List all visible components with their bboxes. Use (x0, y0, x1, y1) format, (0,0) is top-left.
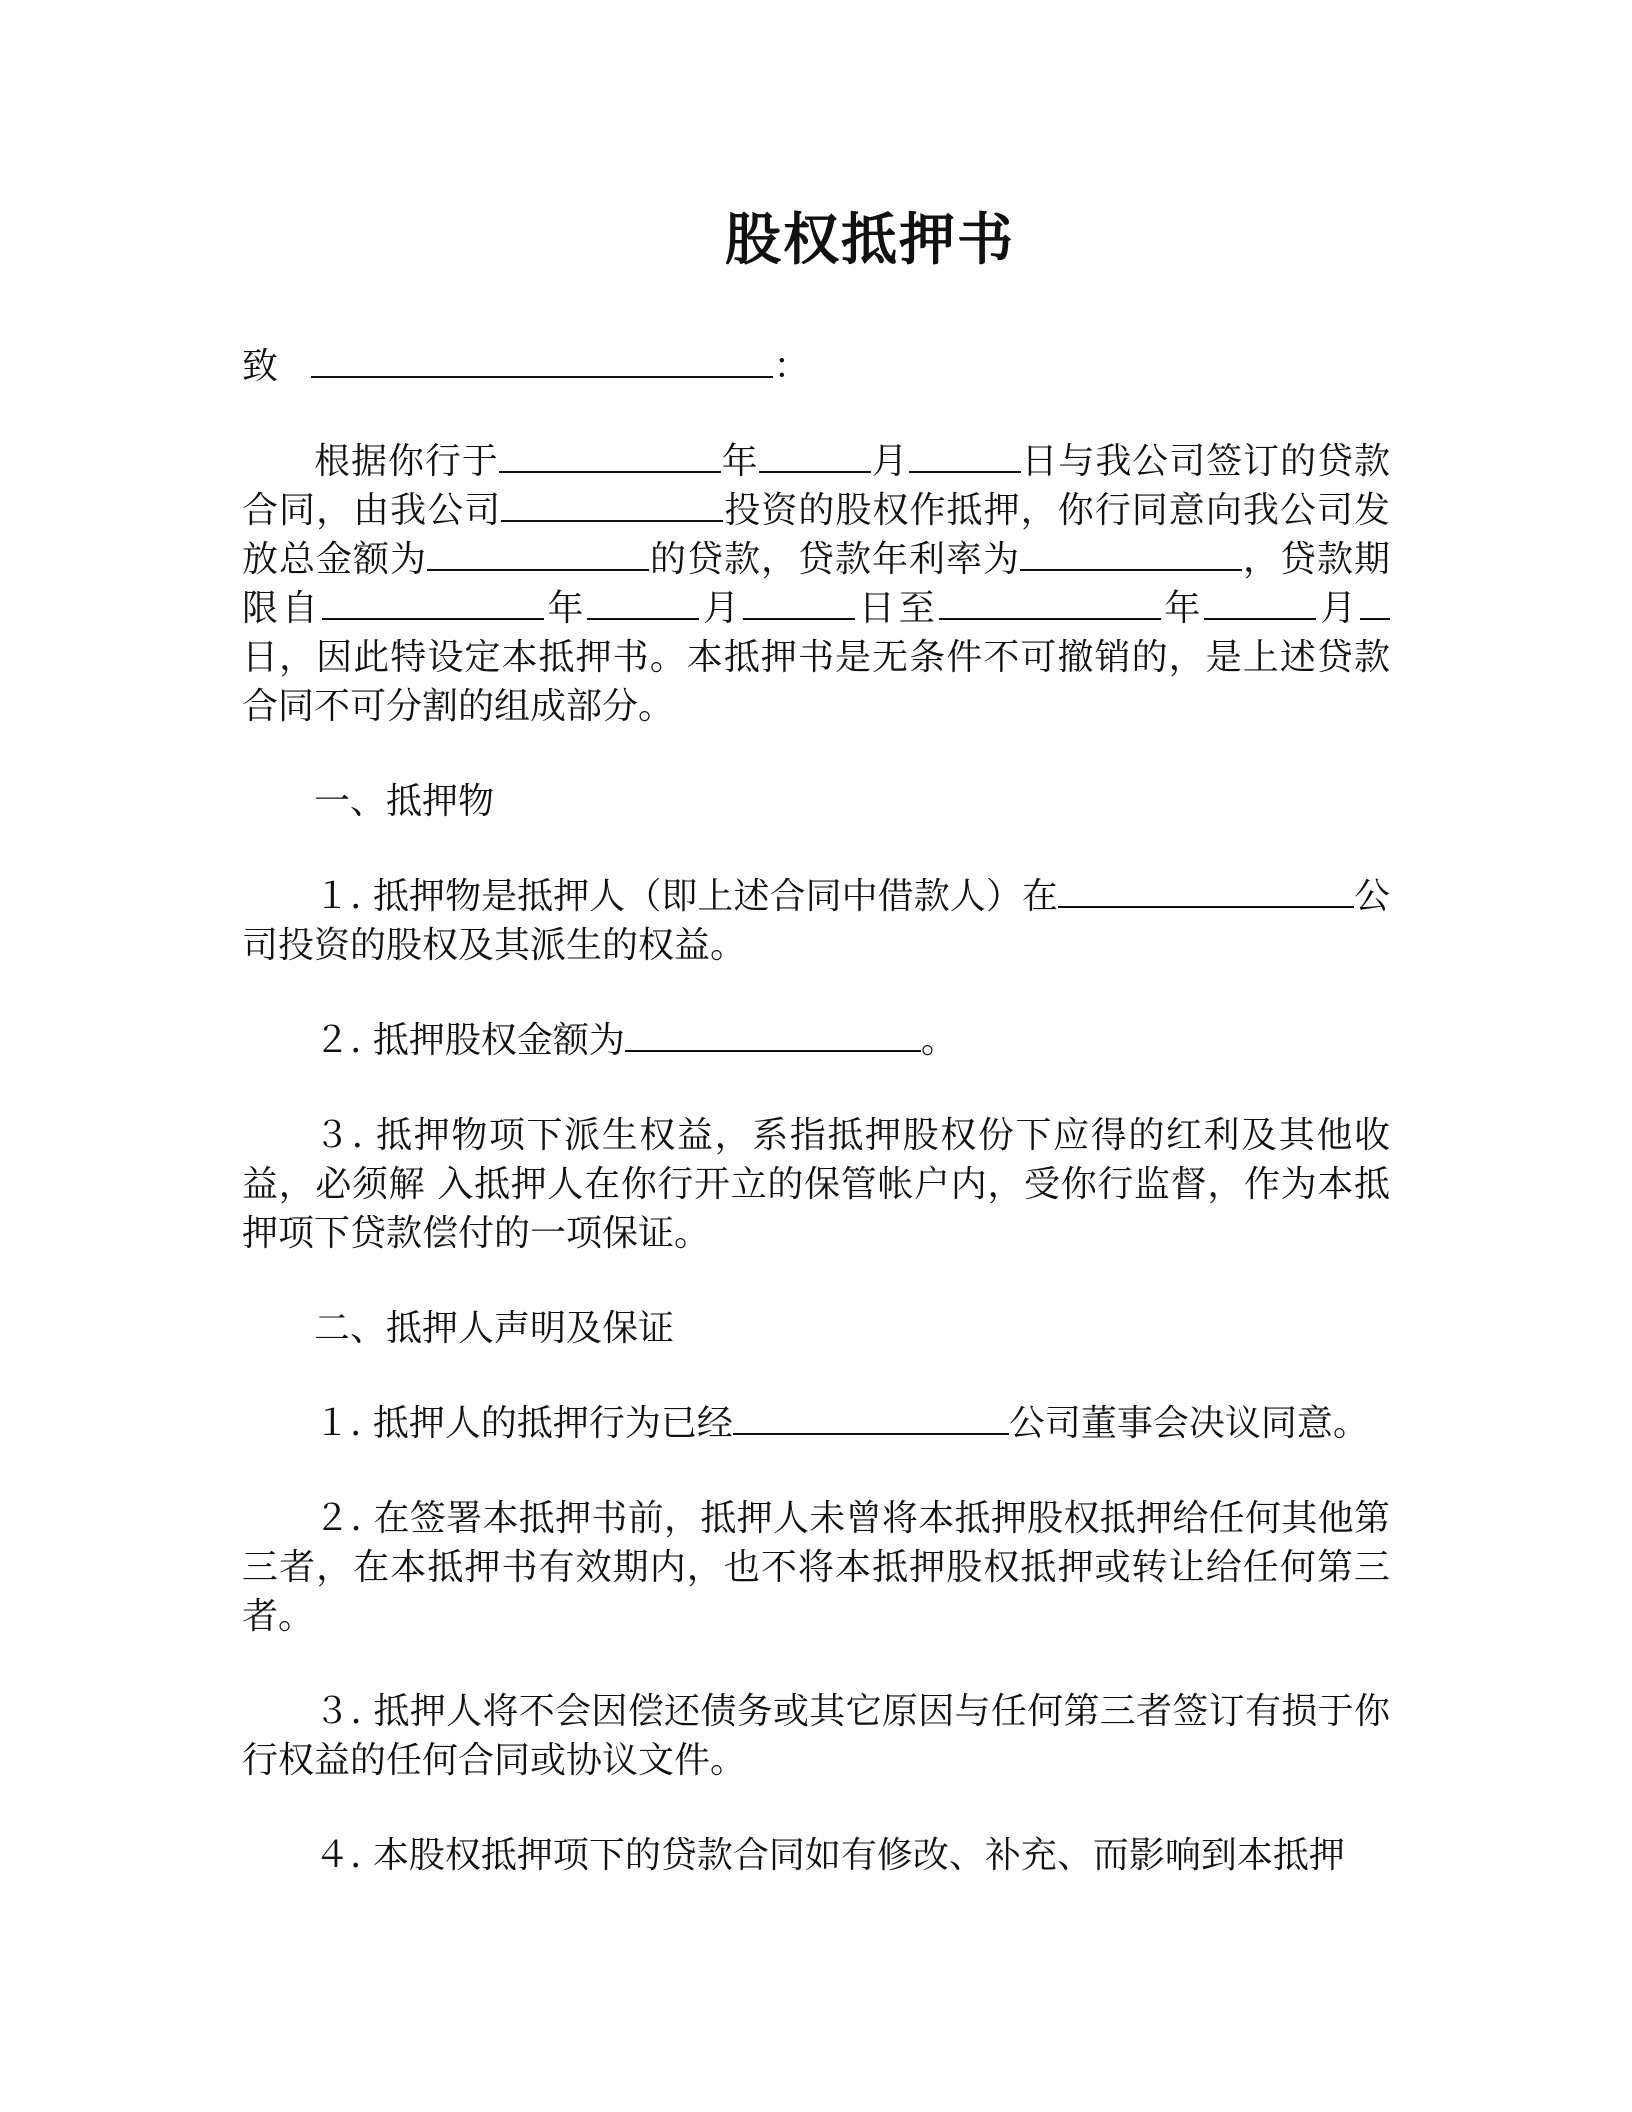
signing-month-blank (759, 437, 871, 473)
signing-day-blank (909, 437, 1021, 473)
salutation-suffix: ： (773, 346, 810, 387)
section-1-item-2 (242, 1016, 1390, 1065)
section-2-item-1 (242, 1399, 1390, 1448)
end-year-blank (939, 584, 1161, 620)
start-year-blank (322, 584, 544, 620)
recipient-blank (311, 342, 773, 378)
start-day-blank (743, 584, 855, 620)
section-1-heading: 一、抵押物 (314, 781, 495, 822)
item-text: 公司董事会决议同意。 (1008, 1403, 1369, 1444)
start-month-blank (587, 584, 699, 620)
item-text: 公司投资的股权及其派生的权益。 (242, 876, 1390, 966)
board-company-blank (733, 1399, 1009, 1435)
intro-text: 日，因此特设定本抵押书。本抵押书是无条件不可撤销的，是上述贷款合同不可分割的组成部分。 (242, 637, 1390, 727)
intro-text: 月 (1316, 588, 1360, 629)
interest-rate-blank (1020, 535, 1242, 571)
section-2-item-4: ４. 本股权抵押项下的贷款合同如有修改、补充、而影响到本抵押 (314, 1835, 1345, 1876)
end-month-blank (1204, 584, 1316, 620)
salutation-line (242, 342, 1390, 391)
end-day-blank (1360, 584, 1390, 620)
item-text: １. 抵押物是抵押人（即上述合同中借款人）在 (314, 876, 1058, 917)
invested-company-blank (1058, 872, 1354, 908)
document-body (242, 342, 1390, 1926)
salutation-prefix: 致 (242, 346, 279, 387)
item-text: ２. 抵押股权金额为 (314, 1020, 625, 1061)
section-2-item-2: ２. 在签署本抵押书前，抵押人未曾将本抵押股权抵押给任何其他第三者，在本抵押书有效期内，也不将本抵押股权抵押或转让给任何第三者。 (242, 1498, 1390, 1637)
intro-text: ，贷款期限自 (242, 539, 1390, 629)
intro-text: 年 (1160, 588, 1205, 629)
pledged-amount-blank (625, 1016, 921, 1052)
intro-text: 月 (870, 441, 909, 482)
section-1-item-3: ３. 抵押物项下派生权益，系指抵押股权份下应得的红利及其他收益，必须解 入抵押人在你行开立的保管帐户内，受你行监督，作为本抵押项下贷款偿付的一项保证。 (242, 1115, 1390, 1254)
intro-text: 年 (720, 441, 759, 482)
section-2-heading: 二、抵押人声明及保证 (314, 1308, 675, 1349)
section-2-item-3: ３. 抵押人将不会因偿还债务或其它原因与任何第三者签订有损于你行权益的任何合同或协议文件。 (242, 1691, 1390, 1781)
section-1-item-1 (242, 872, 1390, 970)
intro-text: 日至 (855, 588, 939, 629)
intro-text: 年 (543, 588, 588, 629)
intro-text: 的贷款，贷款年利率为 (649, 539, 1020, 580)
item-text: 。 (920, 1020, 957, 1061)
intro-paragraph (242, 437, 1390, 731)
intro-text: 月 (699, 588, 744, 629)
intro-text: 日与我公司签订的贷款合同，由我公司 (242, 441, 1390, 531)
intro-text: 根据你行于 (314, 441, 499, 482)
loan-amount-blank (427, 535, 649, 571)
intro-text: 投资的股权作抵押，你行同意向我公司发放总金额为 (242, 490, 1390, 580)
signing-year-blank (499, 437, 721, 473)
company-blank (501, 486, 723, 522)
document-title: 股权抵押书 (725, 208, 1015, 273)
item-text: １. 抵押人的抵押行为已经 (314, 1403, 733, 1444)
